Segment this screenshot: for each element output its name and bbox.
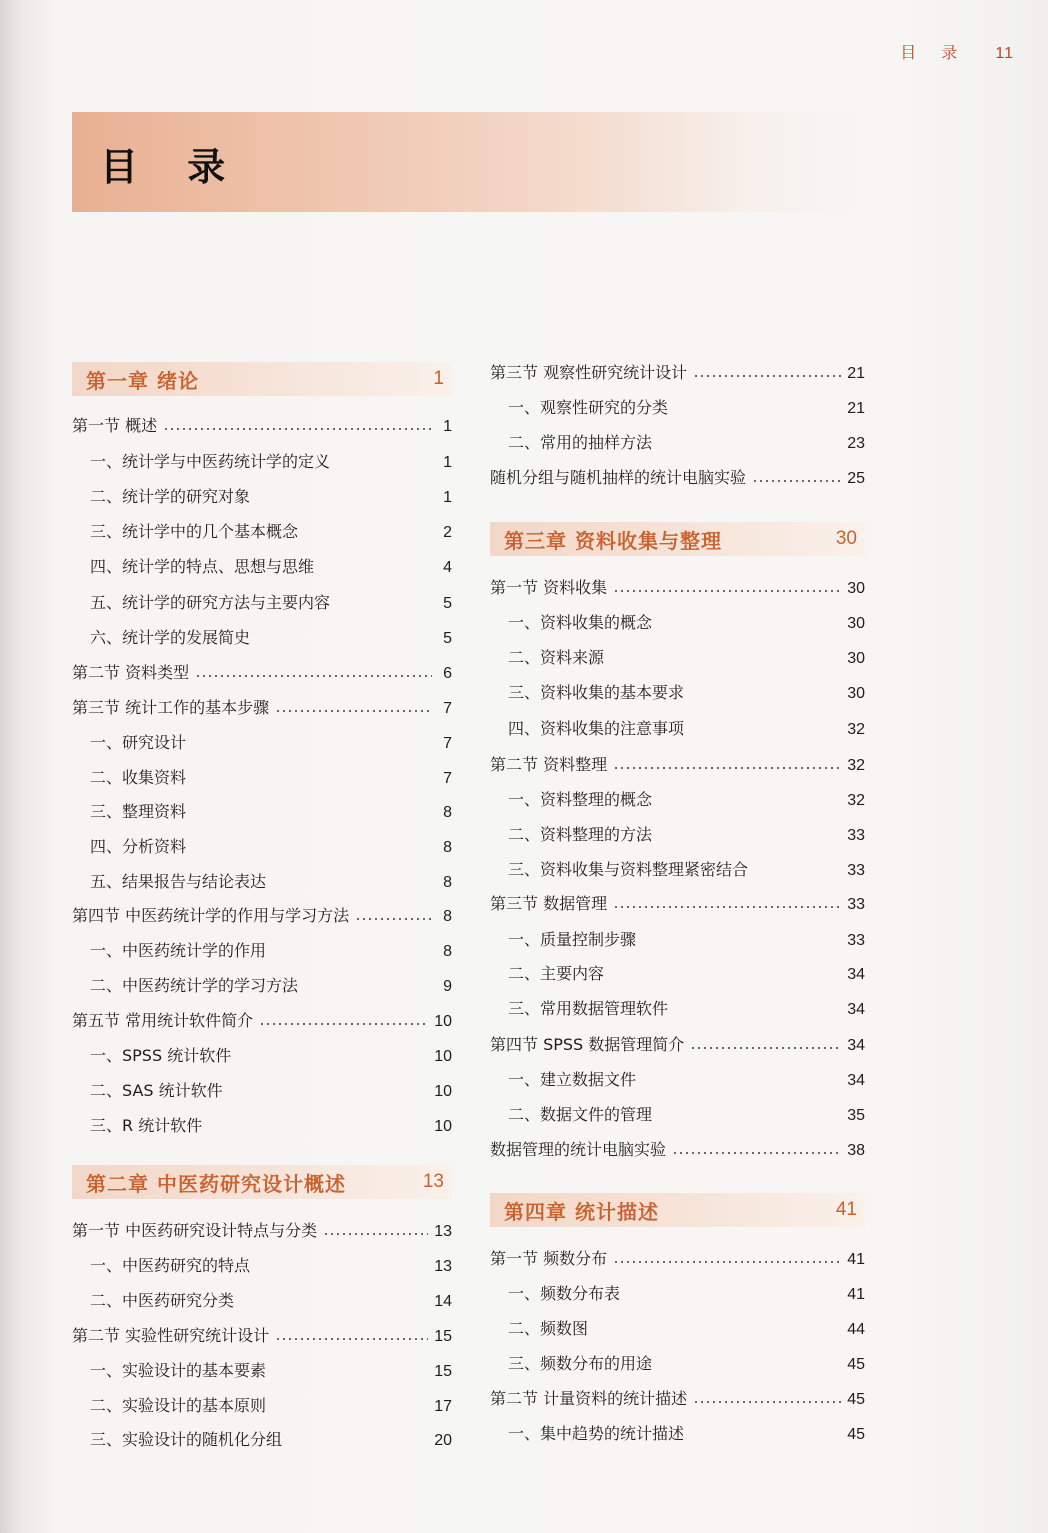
toc-section xyxy=(490,1134,865,1160)
entry-page: 33 xyxy=(847,827,865,844)
entry-title: 二、中医药统计学的学习方法 xyxy=(90,976,299,995)
toc-subentry xyxy=(72,970,452,996)
entry-page: 13 xyxy=(434,1258,452,1275)
leader-dots xyxy=(690,695,841,697)
leader-dots xyxy=(613,906,841,908)
leader-dots xyxy=(658,802,841,804)
leader-dots xyxy=(594,1331,841,1333)
leader-dots xyxy=(693,375,841,377)
toc-subentry xyxy=(490,642,865,668)
entry-title: 第二节 计量资料的统计描述 xyxy=(490,1389,688,1408)
entry-title: 六、统计学的发展简史 xyxy=(90,628,251,647)
leader-dots xyxy=(752,480,841,482)
entry-page: 8 xyxy=(443,804,452,821)
toc-subentry xyxy=(490,427,865,453)
entry-title: 二、实验设计的基本原则 xyxy=(90,1396,267,1415)
entry-title: 一、集中趋势的统计描述 xyxy=(508,1424,685,1443)
toc-section xyxy=(72,657,452,683)
entry-page: 8 xyxy=(443,908,452,925)
toc-subentry xyxy=(490,1418,865,1444)
entry-page: 9 xyxy=(443,978,452,995)
leader-dots xyxy=(658,837,841,839)
entry-page: 30 xyxy=(847,650,865,667)
leader-dots xyxy=(674,1011,841,1013)
toc-subentry xyxy=(490,819,865,845)
toc-subentry xyxy=(490,958,865,984)
entry-page: 5 xyxy=(443,595,452,612)
entry-title: 四、统计学的特点、思想与思维 xyxy=(90,557,315,576)
leader-dots xyxy=(336,464,432,466)
entry-title: 二、数据文件的管理 xyxy=(508,1105,653,1124)
entry-page: 1 xyxy=(443,418,452,435)
leader-dots xyxy=(288,1442,428,1444)
entry-page: 13 xyxy=(434,1223,452,1240)
leader-dots xyxy=(690,1047,841,1049)
toc-subentry xyxy=(72,1424,452,1450)
entry-page: 32 xyxy=(847,757,865,774)
entry-page: 34 xyxy=(847,966,865,983)
toc-subentry xyxy=(72,1250,452,1276)
toc-subentry xyxy=(490,1348,865,1374)
running-header xyxy=(900,40,1014,63)
entry-page: 41 xyxy=(847,1251,865,1268)
chapter-title: 第三章 资料收集与整理 xyxy=(504,528,722,553)
leader-dots xyxy=(613,590,841,592)
entry-page: 8 xyxy=(443,839,452,856)
entry-title: 三、资料收集与资料整理紧密结合 xyxy=(508,860,749,879)
entry-page: 44 xyxy=(847,1321,865,1338)
entry-title: 一、资料收集的概念 xyxy=(508,613,653,632)
toc-subentry xyxy=(72,935,452,961)
leader-dots xyxy=(192,814,432,816)
entry-title: 二、常用的抽样方法 xyxy=(508,433,653,452)
entry-page: 33 xyxy=(847,862,865,879)
entry-title: 第三节 数据管理 xyxy=(490,894,608,913)
toc-subentry xyxy=(72,866,452,892)
entry-page: 33 xyxy=(847,896,865,913)
toc-subentry xyxy=(72,516,452,542)
toc-subentry xyxy=(72,796,452,822)
leader-dots xyxy=(195,675,432,677)
toc-subentry xyxy=(72,587,452,613)
toc-subentry xyxy=(72,1285,452,1311)
entry-title: 三、实验设计的随机化分组 xyxy=(90,1430,283,1449)
entry-title: 二、统计学的研究对象 xyxy=(90,487,251,506)
toc-subentry xyxy=(72,1390,452,1416)
entry-page: 10 xyxy=(434,1083,452,1100)
toc-subentry xyxy=(490,993,865,1019)
toc-subentry xyxy=(490,1064,865,1090)
title-banner xyxy=(72,112,862,212)
leader-dots xyxy=(613,1261,841,1263)
leader-dots xyxy=(690,1436,841,1438)
toc-section xyxy=(490,462,865,488)
entry-title: 二、资料整理的方法 xyxy=(508,825,653,844)
entry-page: 15 xyxy=(434,1328,452,1345)
leader-dots xyxy=(642,942,841,944)
leader-dots xyxy=(336,605,432,607)
entry-page: 10 xyxy=(434,1118,452,1135)
entry-title: 一、观察性研究的分类 xyxy=(508,398,669,417)
leader-dots xyxy=(256,1268,428,1270)
chapter-page: 30 xyxy=(835,528,857,549)
toc-section xyxy=(72,692,452,718)
toc-section xyxy=(490,888,865,914)
entry-page: 45 xyxy=(847,1391,865,1408)
entry-page: 5 xyxy=(443,630,452,647)
entry-page: 30 xyxy=(847,580,865,597)
entry-title: 第一节 中医药研究设计特点与分类 xyxy=(72,1221,318,1240)
entry-page: 15 xyxy=(434,1363,452,1380)
entry-title: 三、R 统计软件 xyxy=(90,1116,203,1135)
toc-section xyxy=(72,1005,452,1031)
entry-title: 第一节 概述 xyxy=(72,416,158,435)
entry-page: 32 xyxy=(847,792,865,809)
entry-title: 第四节 中医药统计学的作用与学习方法 xyxy=(72,906,350,925)
entry-page: 33 xyxy=(847,932,865,949)
toc-subentry xyxy=(72,1355,452,1381)
entry-title: 一、质量控制步骤 xyxy=(508,930,637,949)
toc-subentry xyxy=(490,1099,865,1125)
chapter-title: 第一章 绪论 xyxy=(86,368,199,393)
entry-page: 34 xyxy=(847,1037,865,1054)
entry-title: 第五节 常用统计软件简介 xyxy=(72,1011,254,1030)
leader-dots xyxy=(355,918,432,920)
entry-page: 38 xyxy=(847,1142,865,1159)
entry-page: 34 xyxy=(847,1072,865,1089)
leader-dots xyxy=(658,625,841,627)
leader-dots xyxy=(658,1117,841,1119)
entry-title: 一、实验设计的基本要素 xyxy=(90,1361,267,1380)
entry-page: 23 xyxy=(847,435,865,452)
toc-subentry xyxy=(490,713,865,739)
entry-page: 6 xyxy=(443,665,452,682)
leader-dots xyxy=(275,710,432,712)
toc-section xyxy=(72,410,452,436)
entry-page: 25 xyxy=(847,470,865,487)
entry-title: 二、收集资料 xyxy=(90,768,187,787)
entry-page: 4 xyxy=(443,559,452,576)
entry-title: 第三节 观察性研究统计设计 xyxy=(490,363,688,382)
toc-chapter-heading xyxy=(490,1193,865,1227)
entry-page: 41 xyxy=(847,1286,865,1303)
leader-dots xyxy=(674,410,841,412)
entry-title: 数据管理的统计电脑实验 xyxy=(490,1140,667,1159)
entry-page: 7 xyxy=(443,735,452,752)
entry-page: 21 xyxy=(847,400,865,417)
chapter-page: 41 xyxy=(835,1199,857,1220)
toc-subentry xyxy=(72,551,452,577)
entry-title: 一、中医药研究的特点 xyxy=(90,1256,251,1275)
toc-subentry xyxy=(490,854,865,880)
entry-page: 35 xyxy=(847,1107,865,1124)
toc-section xyxy=(490,1243,865,1269)
toc-subentry xyxy=(72,1075,452,1101)
toc-section xyxy=(490,572,865,598)
entry-title: 第四节 SPSS 数据管理简介 xyxy=(490,1035,685,1054)
leader-dots xyxy=(272,1373,428,1375)
leader-dots xyxy=(192,745,432,747)
toc-subentry xyxy=(72,446,452,472)
entry-page: 21 xyxy=(847,365,865,382)
toc-subentry xyxy=(72,727,452,753)
toc-subentry xyxy=(72,1040,452,1066)
toc-subentry xyxy=(490,1278,865,1304)
leader-dots xyxy=(642,1082,841,1084)
leader-dots xyxy=(272,953,432,955)
toc-section xyxy=(72,1320,452,1346)
chapter-title: 第四章 统计描述 xyxy=(504,1199,659,1224)
toc-section xyxy=(490,1029,865,1055)
leader-dots xyxy=(259,1023,428,1025)
entry-page: 8 xyxy=(443,874,452,891)
leader-dots xyxy=(754,872,841,874)
entry-page: 2 xyxy=(443,524,452,541)
toc-subentry xyxy=(72,1110,452,1136)
leader-dots xyxy=(672,1152,841,1154)
entry-page: 8 xyxy=(443,943,452,960)
leader-dots xyxy=(272,1408,428,1410)
entry-page: 10 xyxy=(434,1048,452,1065)
leader-dots xyxy=(272,884,432,886)
entry-page: 1 xyxy=(443,489,452,506)
toc-section xyxy=(72,900,452,926)
leader-dots xyxy=(163,428,432,430)
leader-dots xyxy=(610,660,841,662)
entry-page: 14 xyxy=(434,1293,452,1310)
toc-chapter-heading xyxy=(490,522,865,556)
toc-subentry xyxy=(72,831,452,857)
entry-page: 1 xyxy=(443,454,452,471)
toc-subentry xyxy=(490,784,865,810)
page-number: 11 xyxy=(995,45,1014,62)
chapter-title: 第二章 中医药研究设计概述 xyxy=(86,1171,346,1196)
leader-dots xyxy=(610,976,841,978)
leader-dots xyxy=(192,849,432,851)
entry-title: 随机分组与随机抽样的统计电脑实验 xyxy=(490,468,747,487)
leader-dots xyxy=(693,1401,841,1403)
leader-dots xyxy=(323,1233,428,1235)
leader-dots xyxy=(320,569,432,571)
leader-dots xyxy=(626,1296,841,1298)
toc-section xyxy=(490,749,865,775)
leader-dots xyxy=(256,499,432,501)
running-header-title: 目 录 xyxy=(900,43,968,62)
leader-dots xyxy=(229,1093,429,1095)
entry-page: 32 xyxy=(847,721,865,738)
leader-dots xyxy=(240,1303,428,1305)
entry-title: 一、频数分布表 xyxy=(508,1284,621,1303)
entry-title: 二、SAS 统计软件 xyxy=(90,1081,223,1100)
entry-title: 第一节 频数分布 xyxy=(490,1249,608,1268)
entry-title: 一、建立数据文件 xyxy=(508,1070,637,1089)
entry-title: 二、频数图 xyxy=(508,1319,589,1338)
leader-dots xyxy=(304,988,432,990)
entry-title: 第二节 实验性研究统计设计 xyxy=(72,1326,270,1345)
entry-title: 三、常用数据管理软件 xyxy=(508,999,669,1018)
entry-page: 34 xyxy=(847,1001,865,1018)
toc-subentry xyxy=(72,481,452,507)
entry-title: 二、资料来源 xyxy=(508,648,605,667)
entry-title: 第二节 资料整理 xyxy=(490,755,608,774)
entry-page: 7 xyxy=(443,700,452,717)
toc-section xyxy=(72,1215,452,1241)
leader-dots xyxy=(208,1128,428,1130)
entry-page: 20 xyxy=(434,1432,452,1449)
entry-title: 第二节 资料类型 xyxy=(72,663,190,682)
toc-subentry xyxy=(490,607,865,633)
chapter-page: 1 xyxy=(433,368,444,389)
toc-subentry xyxy=(490,1313,865,1339)
entry-title: 一、资料整理的概念 xyxy=(508,790,653,809)
leader-dots xyxy=(192,780,432,782)
toc-subentry xyxy=(490,677,865,703)
entry-page: 10 xyxy=(434,1013,452,1030)
entry-title: 三、频数分布的用途 xyxy=(508,1354,653,1373)
toc-chapter-heading xyxy=(72,362,452,396)
entry-title: 三、资料收集的基本要求 xyxy=(508,683,685,702)
entry-page: 45 xyxy=(847,1356,865,1373)
entry-title: 一、统计学与中医药统计学的定义 xyxy=(90,452,331,471)
entry-title: 一、SPSS 统计软件 xyxy=(90,1046,232,1065)
toc-subentry xyxy=(490,392,865,418)
leader-dots xyxy=(275,1338,428,1340)
entry-title: 一、中医药统计学的作用 xyxy=(90,941,267,960)
entry-page: 30 xyxy=(847,615,865,632)
page-title: 目 录 xyxy=(100,144,244,189)
toc-section xyxy=(490,357,865,383)
leader-dots xyxy=(658,1366,841,1368)
entry-page: 7 xyxy=(443,770,452,787)
entry-title: 五、结果报告与结论表达 xyxy=(90,872,267,891)
entry-title: 四、资料收集的注意事项 xyxy=(508,719,685,738)
leader-dots xyxy=(690,731,841,733)
entry-title: 四、分析资料 xyxy=(90,837,187,856)
entry-title: 一、研究设计 xyxy=(90,733,187,752)
toc-section xyxy=(490,1383,865,1409)
entry-title: 第一节 资料收集 xyxy=(490,578,608,597)
entry-title: 第三节 统计工作的基本步骤 xyxy=(72,698,270,717)
toc-subentry xyxy=(72,762,452,788)
entry-page: 30 xyxy=(847,685,865,702)
entry-page: 17 xyxy=(434,1398,452,1415)
entry-page: 45 xyxy=(847,1426,865,1443)
entry-title: 五、统计学的研究方法与主要内容 xyxy=(90,593,331,612)
toc-subentry xyxy=(72,622,452,648)
entry-title: 三、整理资料 xyxy=(90,802,187,821)
leader-dots xyxy=(237,1058,428,1060)
leader-dots xyxy=(304,534,432,536)
leader-dots xyxy=(613,767,841,769)
entry-title: 二、中医药研究分类 xyxy=(90,1291,235,1310)
entry-title: 三、统计学中的几个基本概念 xyxy=(90,522,299,541)
entry-title: 二、主要内容 xyxy=(508,964,605,983)
leader-dots xyxy=(256,640,432,642)
leader-dots xyxy=(658,445,841,447)
toc-chapter-heading xyxy=(72,1165,452,1199)
toc-subentry xyxy=(490,924,865,950)
chapter-page: 13 xyxy=(422,1171,444,1192)
